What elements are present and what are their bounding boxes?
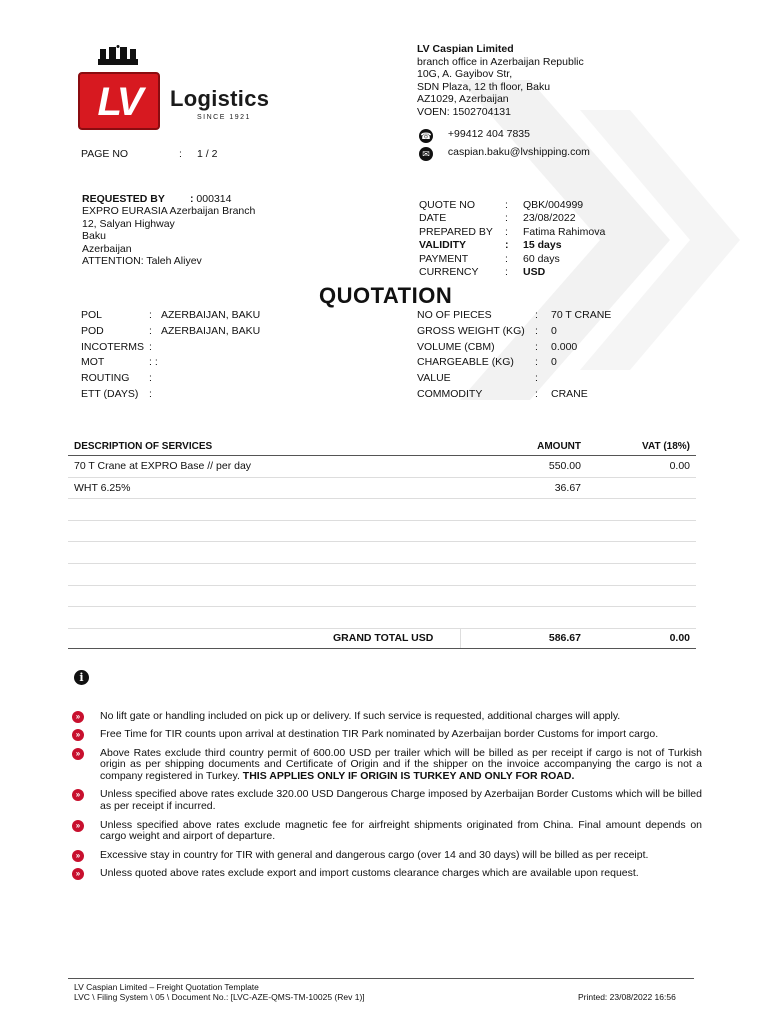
phone-icon: ☎: [420, 131, 432, 141]
pol-row: [81, 308, 260, 324]
footer-template-name: LV Caspian Limited – Freight Quotation Template: [74, 982, 259, 992]
validity-row: [419, 239, 605, 252]
phone-row: [419, 128, 530, 143]
requested-by-line: Azerbaijan: [82, 242, 132, 255]
validity-value: 15 days: [523, 239, 562, 252]
value-label: VALUE: [417, 372, 451, 385]
prepared-by-sep: :: [505, 225, 508, 238]
email-address: caspian.baku@lvshipping.com: [447, 146, 590, 158]
footer-divider: [68, 978, 694, 979]
note-item: » Excessive stay in country for TIR with general and dangerous cargo (over 14 and 30 days) will be billed as per receipt.: [72, 850, 702, 862]
routing-row: [81, 371, 260, 387]
routing-sep: :: [149, 372, 152, 385]
date-sep: :: [505, 212, 508, 225]
empty-row: [68, 542, 696, 564]
service-description: WHT 6.25%: [68, 477, 460, 499]
chevron-bullet-icon: »: [72, 820, 84, 832]
currency-row: [419, 266, 605, 279]
pieces-label: NO OF PIECES: [417, 309, 492, 321]
empty-row: [68, 563, 696, 585]
page-no-value: 1 / 2: [197, 148, 218, 160]
logo-lettering: LV: [97, 80, 141, 124]
route-block: [81, 308, 260, 403]
table-row: [68, 477, 696, 499]
chevron-bullet-icon: »: [72, 789, 84, 801]
routing-label: ROUTING: [81, 372, 130, 385]
service-vat: 0.00: [587, 456, 696, 478]
requested-by-label: REQUESTED BY: [82, 193, 165, 205]
prepared-by-row: [419, 226, 605, 239]
gross-weight-row: [417, 324, 611, 340]
value-sep: :: [535, 372, 538, 385]
empty-row: [68, 499, 696, 521]
email-row: [419, 146, 590, 161]
volume-sep: :: [535, 340, 538, 353]
logo-word: Logistics: [170, 86, 270, 111]
company-line: VOEN: 1502704131: [417, 105, 511, 118]
phone-number: +99412 404 7835: [447, 128, 530, 140]
quote-no-sep: :: [505, 199, 508, 211]
services-table: [68, 438, 696, 649]
grand-total-amount: 586.67: [460, 628, 587, 648]
service-amount: 550.00: [460, 456, 587, 478]
pod-value: AZERBAIJAN, BAKU: [161, 324, 261, 337]
requested-by-line: EXPRO EURASIA Azerbaijan Branch: [82, 205, 256, 218]
empty-row: [68, 607, 696, 629]
footer-left: [74, 982, 365, 1002]
date-label: DATE: [419, 212, 447, 225]
pod-row: [81, 324, 260, 340]
ett-label: ETT (DAYS): [81, 387, 139, 400]
note-emphasis: THIS APPLIES ONLY IF ORIGIN IS TURKEY AND ONLY FOR ROAD.: [242, 770, 575, 783]
volume-value: 0.000: [551, 340, 578, 353]
mot-label: MOT: [81, 356, 105, 369]
grand-total-row: [68, 628, 696, 648]
footer-document-no: LVC \ Filing System \ 05 \ Document No.: [LVC-AZE-QMS-TM-10025 (Rev 1)]: [74, 992, 365, 1002]
quote-no-label: QUOTE NO: [419, 199, 476, 211]
page-no-sep: :: [179, 148, 182, 160]
empty-row: [68, 585, 696, 607]
document-title: QUOTATION: [319, 283, 453, 308]
value-row: [417, 371, 611, 387]
note-item: » Unless specified above rates exclude 320.00 USD Dangerous Charge imposed by Azerbaijan Border Customs which will be billed as per receipt if incurred.: [72, 789, 702, 813]
prepared-by-label: PREPARED BY: [419, 225, 493, 238]
pod-sep: :: [149, 324, 152, 337]
payment-row: [419, 253, 605, 266]
grand-total-vat: 0.00: [587, 628, 696, 648]
currency-label: CURRENCY: [419, 266, 479, 279]
requested-by-line: Baku: [82, 230, 106, 243]
commodity-row: [417, 387, 611, 403]
commodity-sep: :: [535, 387, 538, 400]
col-amount-header: AMOUNT: [460, 438, 587, 456]
note-item: » Unless specified above rates exclude magnetic fee for airfreight shipments originated from China. Final amount depends on cargo weight and airport of departure.: [72, 820, 702, 844]
payment-sep: :: [505, 252, 508, 265]
page-no-label: PAGE NO: [81, 148, 129, 160]
pieces-sep: :: [535, 309, 538, 321]
company-name: LV Caspian Limited: [417, 43, 514, 55]
chargeable-label: CHARGEABLE (KG): [417, 356, 514, 369]
col-vat-header: VAT (18%): [587, 438, 696, 456]
pol-sep: :: [149, 309, 152, 321]
requested-by-value: 000314: [196, 193, 232, 205]
info-icon: i: [74, 670, 89, 685]
quote-no-row: [419, 199, 605, 212]
ett-row: [81, 387, 260, 403]
company-line: SDN Plaza, 12 th floor, Baku: [417, 80, 551, 93]
incoterms-sep: :: [149, 340, 152, 353]
requested-by-sep: :: [190, 193, 194, 205]
empty-row: [68, 520, 696, 542]
requested-by-line: ATTENTION: Taleh Aliyev: [82, 255, 202, 268]
requested-by-line: 12, Salyan Highway: [82, 217, 175, 230]
pieces-value: 70 T CRANE: [551, 309, 612, 321]
pieces-row: [417, 308, 611, 324]
notes-list: [72, 711, 702, 886]
table-header-row: [68, 438, 696, 456]
payment-label: PAYMENT: [419, 252, 469, 265]
prepared-by-value: Fatima Rahimova: [523, 225, 606, 238]
mot-row: [81, 355, 260, 371]
crown-icon: [96, 45, 140, 67]
note-item: » Unless quoted above rates exclude export and import customs clearance charges which are available upon request.: [72, 868, 702, 880]
chevron-bullet-icon: »: [72, 711, 84, 723]
currency-value: USD: [523, 266, 546, 279]
quote-no-value: QBK/004999: [523, 199, 584, 211]
commodity-value: CRANE: [551, 387, 588, 400]
cargo-block: [417, 308, 611, 403]
company-address: [417, 43, 584, 119]
note-item: » No lift gate or handling included on pick up or delivery. If such service is requested, additional charges will apply.: [72, 711, 702, 723]
pol-value: AZERBAIJAN, BAKU: [161, 309, 261, 321]
pod-label: POD: [81, 324, 104, 337]
ett-sep: :: [149, 387, 152, 400]
company-line: branch office in Azerbaijan Republic: [417, 55, 584, 68]
grand-total-label: GRAND TOTAL USD: [68, 628, 460, 648]
gross-weight-sep: :: [535, 324, 538, 337]
service-description: 70 T Crane at EXPRO Base // per day: [68, 456, 460, 478]
service-vat: [587, 477, 696, 499]
validity-sep: :: [505, 239, 509, 252]
quote-info-block: [419, 199, 605, 279]
validity-label: VALIDITY: [419, 239, 467, 252]
gross-weight-value: 0: [551, 324, 557, 337]
date-row: [419, 212, 605, 225]
chargeable-sep: :: [535, 356, 538, 369]
volume-row: [417, 340, 611, 356]
col-description-header: DESCRIPTION OF SERVICES: [68, 438, 460, 456]
table-row: [68, 456, 696, 478]
chargeable-value: 0: [551, 356, 557, 369]
note-item: » Free Time for TIR counts upon arrival at destination TIR Park nominated by Azerbaijan border Customs for import cargo.: [72, 729, 702, 741]
footer-printed: Printed: 23/08/2022 16:56: [578, 992, 676, 1002]
chevron-bullet-icon: »: [72, 850, 84, 862]
company-line: AZ1029, Azerbaijan: [417, 93, 509, 106]
email-icon: ✉: [419, 147, 433, 161]
service-amount: 36.67: [460, 477, 587, 499]
commodity-label: COMMODITY: [417, 387, 483, 400]
chargeable-row: [417, 355, 611, 371]
logo-since: SINCE 1921: [197, 114, 251, 121]
incoterms-row: [81, 340, 260, 356]
incoterms-label: INCOTERMS: [81, 340, 144, 353]
date-value: 23/08/2022: [523, 212, 576, 225]
mot-sep: : :: [149, 356, 158, 369]
requested-by-block: [82, 193, 255, 267]
payment-value: 60 days: [523, 252, 560, 265]
chevron-bullet-icon: »: [72, 748, 84, 760]
volume-label: VOLUME (CBM): [417, 340, 495, 353]
logo-badge: [78, 72, 160, 130]
currency-sep: :: [505, 266, 508, 279]
chevron-bullet-icon: »: [72, 729, 84, 741]
company-line: 10G, A. Gayibov Str,: [417, 68, 513, 81]
pol-label: POL: [81, 309, 103, 321]
gross-weight-label: GROSS WEIGHT (KG): [417, 324, 525, 337]
note-item: » Above Rates exclude third country permit of 600.00 USD per trailer which will be billed as per receipt if cargo is not of Turkish origin as per shipping documents and Certificate of Origin and if the shipper on the invoice accompanying the cargo is not a company registered in Turkey. THIS APPLIES ONLY IF ORIGIN IS TURKEY AND ONLY FOR ROAD.: [72, 748, 702, 783]
chevron-bullet-icon: »: [72, 868, 84, 880]
